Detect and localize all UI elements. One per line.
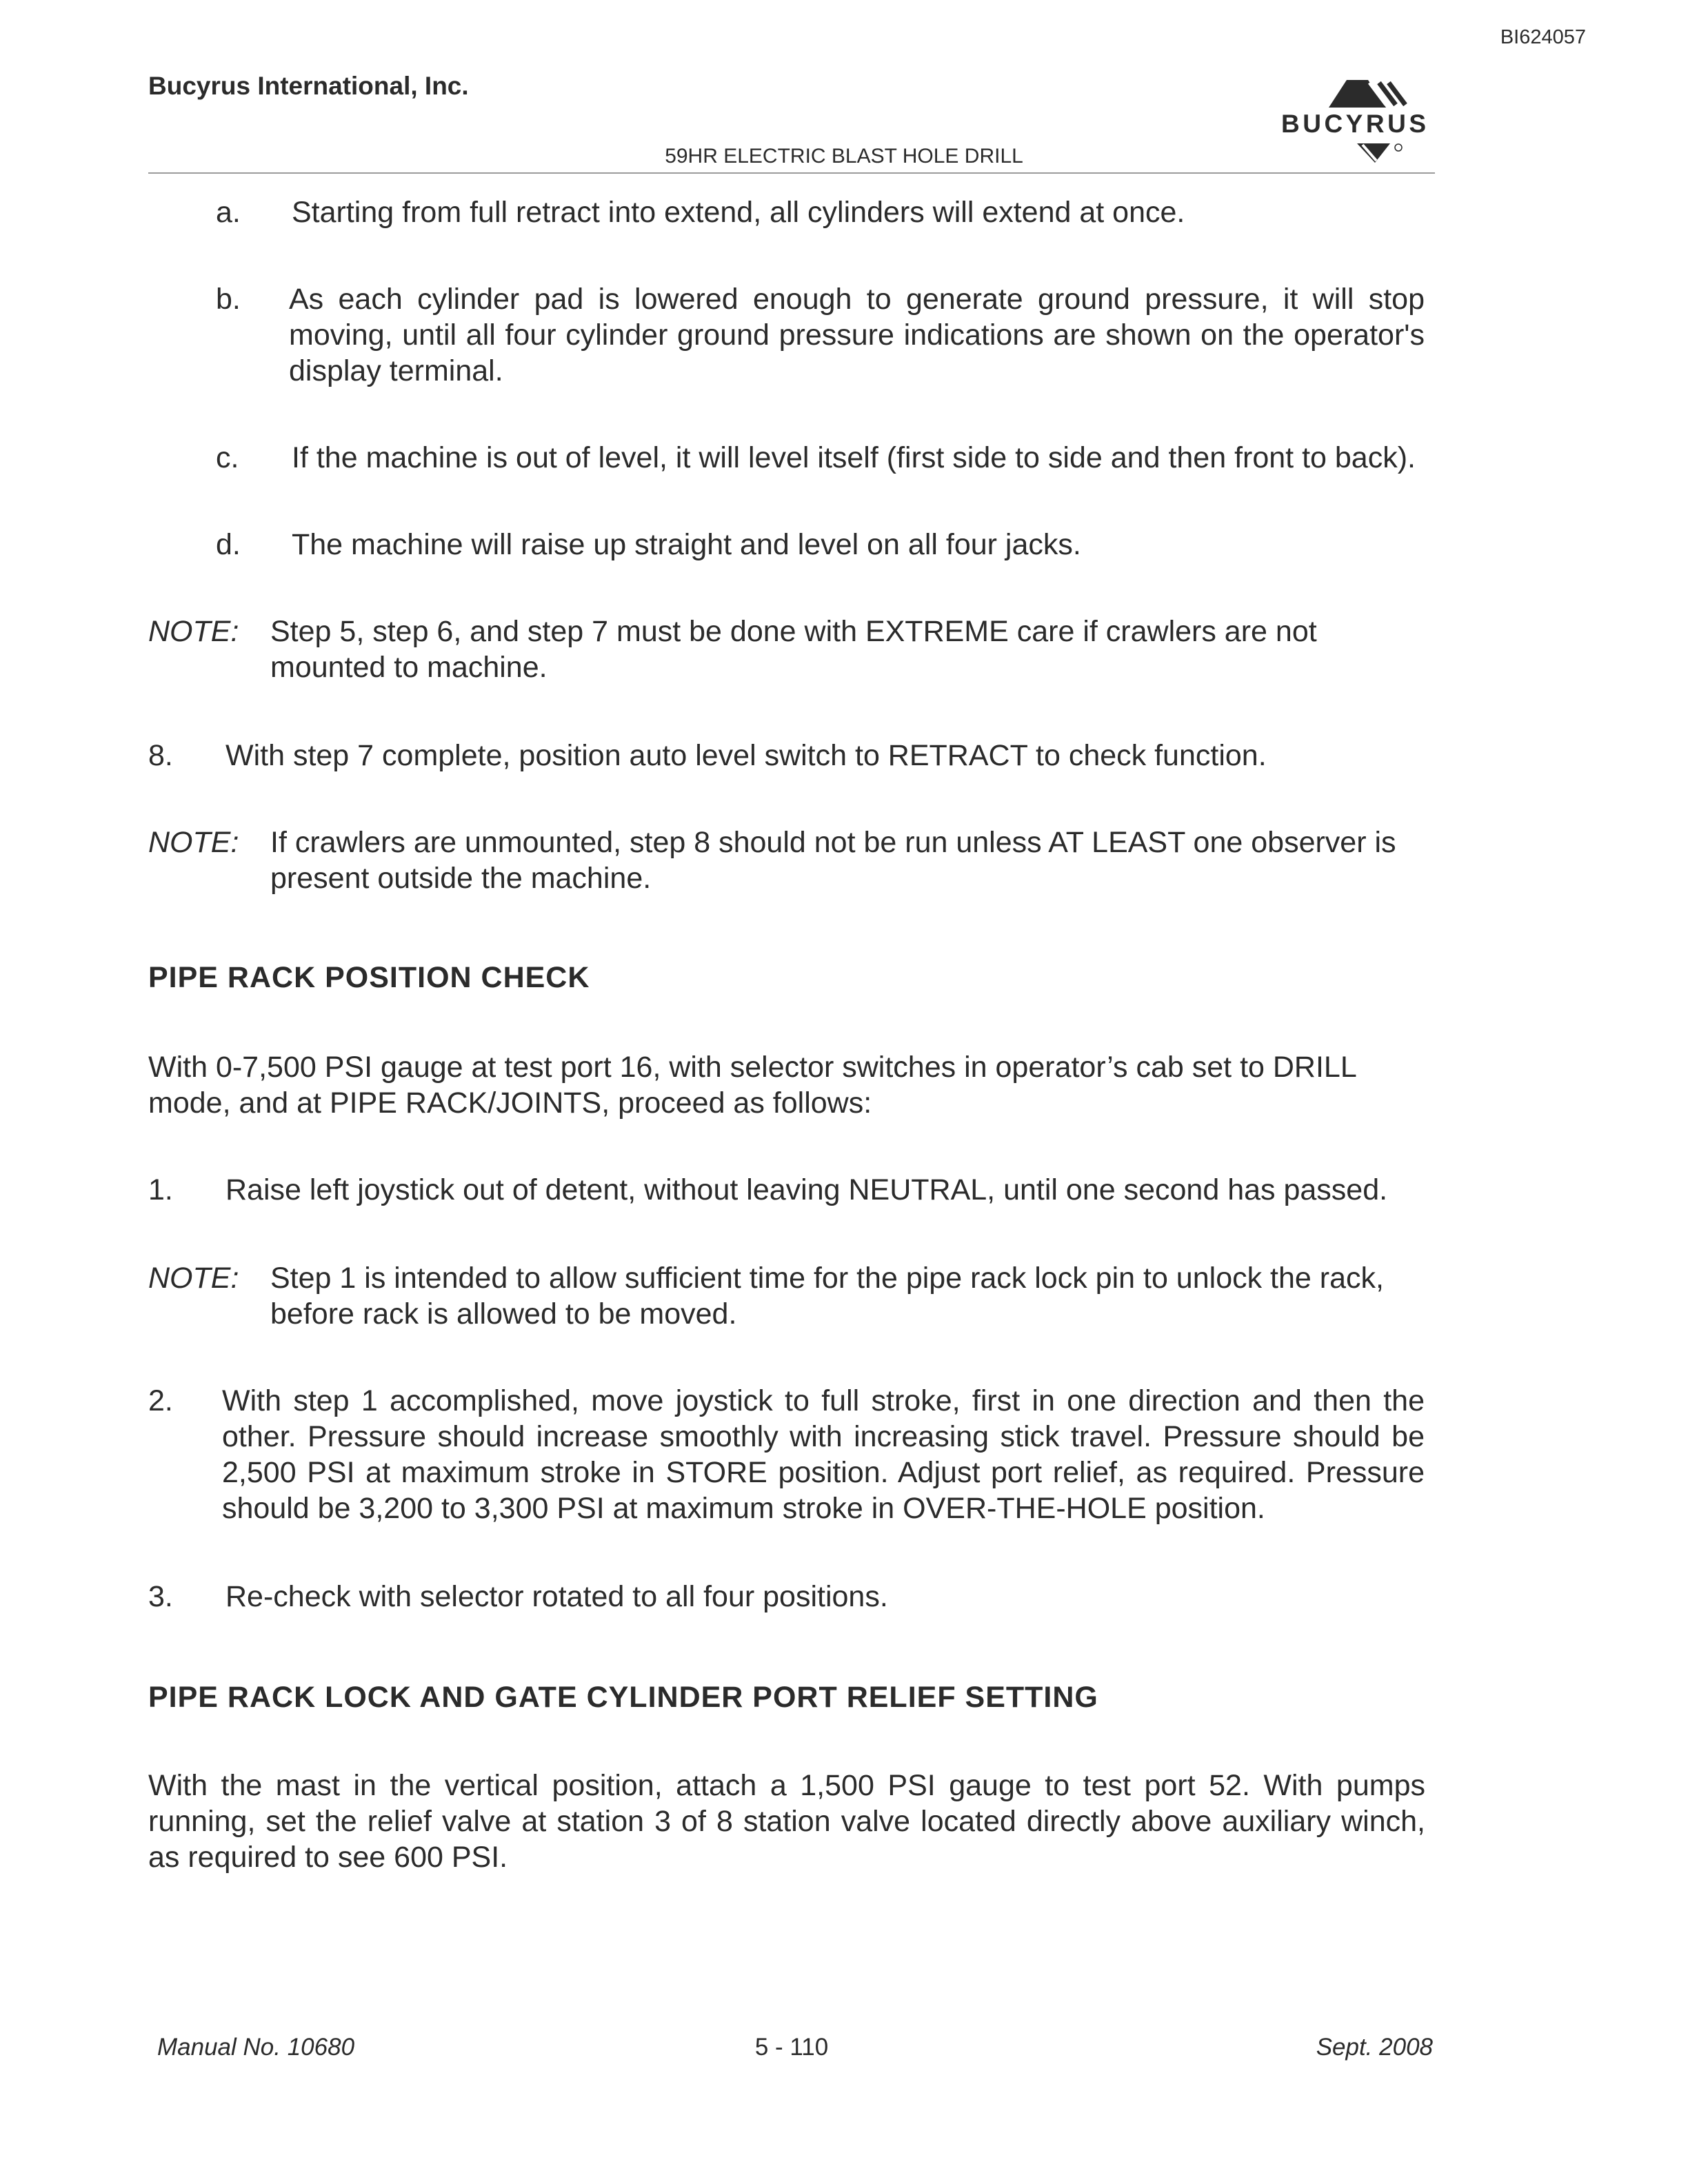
footer-page-number: 5 - 110 <box>754 2034 829 2061</box>
step-2-label: 2. <box>148 1384 173 1417</box>
note-1-label: NOTE: <box>148 615 239 648</box>
header-rule <box>148 172 1435 174</box>
note-2-text: If crawlers are unmounted, step 8 should not be run unless AT LEAST one observer is present outside the machine. <box>270 826 1396 895</box>
section-1-intro: With 0-7,500 PSI gauge at test port 16, with selector switches in operator’s cab set to DRILL mode, and at PIPE RACK/JOINTS, proceed as follows: <box>148 1051 1356 1120</box>
substep-b-text: As each cylinder pad is lowered enough to generate ground pressure, it will stop moving, until all four cylinder ground pressure indications are shown on the operator's display terminal. <box>289 283 1425 387</box>
document-id: BI624057 <box>1500 26 1586 48</box>
step-2-text: With step 1 accomplished, move joystick to full stroke, first in one direction and then the other. Pressure should increase smoothly with increasing stick travel. Pressure should be 2,500 PSI at maximum stroke in STORE position. Adjust port relief, as required. Pressure should be 3,200 to 3,300 PSI at maximum stroke in OVER-THE-HOLE position. <box>222 1384 1425 1525</box>
note-3-text: Step 1 is intended to allow sufficient time for the pipe rack lock pin to unlock the rack, before rack is allowed to be moved. <box>270 1262 1384 1331</box>
step-3-label: 3. <box>148 1580 173 1613</box>
section-heading-pipe-rack-position-check: PIPE RACK POSITION CHECK <box>148 961 590 994</box>
step-8-text: With step 7 complete, position auto level switch to RETRACT to check function. <box>225 739 1267 772</box>
footer-manual-number: Manual No. 10680 <box>157 2034 355 2061</box>
substep-a-label: a. <box>216 196 241 229</box>
section-2-text: With the mast in the vertical position, attach a 1,500 PSI gauge to test port 52. With pumps running, set the relief valve at station 3 of 8 station valve located directly above auxiliary winch, as required to see 600 PSI. <box>148 1769 1425 1874</box>
substep-b-label: b. <box>216 283 241 316</box>
step-1-label: 1. <box>148 1173 173 1206</box>
footer-date: Sept. 2008 <box>1316 2034 1433 2061</box>
note-2-label: NOTE: <box>148 826 239 859</box>
substep-a-text: Starting from full retract into extend, all cylinders will extend at once. <box>292 196 1185 229</box>
document-subtitle: 59HR ELECTRIC BLAST HOLE DRILL <box>665 145 1023 168</box>
section-heading-pipe-rack-lock-relief: PIPE RACK LOCK AND GATE CYLINDER PORT RELIEF SETTING <box>148 1681 1098 1714</box>
substep-d-label: d. <box>216 528 241 561</box>
svg-text:BUCYRUS: BUCYRUS <box>1281 110 1426 138</box>
step-3-text: Re-check with selector rotated to all four positions. <box>225 1580 888 1613</box>
step-8-label: 8. <box>148 739 173 772</box>
substep-d-text: The machine will raise up straight and level on all four jacks. <box>292 528 1081 561</box>
substep-c-label: c. <box>216 441 239 474</box>
note-3-label: NOTE: <box>148 1262 239 1295</box>
step-1-text: Raise left joystick out of detent, without leaving NEUTRAL, until one second has passed. <box>225 1173 1388 1206</box>
substep-c-text: If the machine is out of level, it will level itself (first side to side and then front to back). <box>292 441 1416 474</box>
note-1-text: Step 5, step 6, and step 7 must be done with EXTREME care if crawlers are not mounted to machine. <box>270 615 1317 684</box>
company-name: Bucyrus International, Inc. <box>148 72 469 100</box>
